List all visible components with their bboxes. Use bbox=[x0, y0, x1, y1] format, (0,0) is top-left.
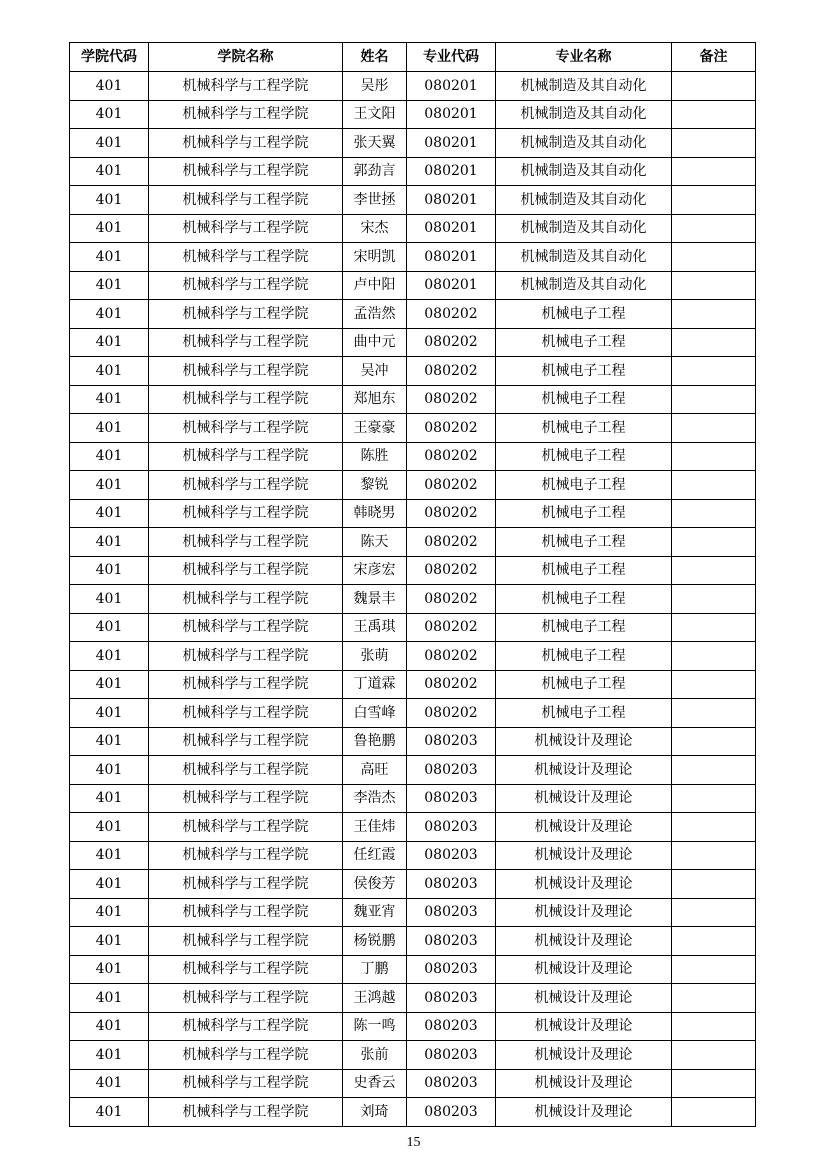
remarks-cell bbox=[672, 214, 756, 243]
major-name-cell: 机械设计及理论 bbox=[496, 1041, 672, 1070]
table-row bbox=[70, 328, 756, 357]
major-name-cell: 机械电子工程 bbox=[496, 585, 672, 614]
college-code-cell: 401 bbox=[70, 699, 149, 728]
college-code-cell: 401 bbox=[70, 642, 149, 671]
major-name-cell: 机械设计及理论 bbox=[496, 813, 672, 842]
table-row bbox=[70, 841, 756, 870]
remarks-cell bbox=[672, 300, 756, 329]
college-name-cell: 机械科学与工程学院 bbox=[149, 214, 343, 243]
college-code-cell: 401 bbox=[70, 841, 149, 870]
college-code-cell: 401 bbox=[70, 471, 149, 500]
college-name-cell: 机械科学与工程学院 bbox=[149, 414, 343, 443]
college-code-cell: 401 bbox=[70, 984, 149, 1013]
major-code-cell: 080202 bbox=[407, 642, 496, 671]
major-code-cell: 080202 bbox=[407, 528, 496, 557]
remarks-cell bbox=[672, 1098, 756, 1127]
remarks-cell bbox=[672, 528, 756, 557]
major-name-cell: 机械制造及其自动化 bbox=[496, 214, 672, 243]
major-code-cell: 080202 bbox=[407, 357, 496, 386]
major-code-cell: 080203 bbox=[407, 1098, 496, 1127]
table-row bbox=[70, 642, 756, 671]
major-name-cell: 机械制造及其自动化 bbox=[496, 129, 672, 158]
college-name-cell: 机械科学与工程学院 bbox=[149, 1012, 343, 1041]
student-name-cell: 陈一鸣 bbox=[343, 1012, 407, 1041]
table-row bbox=[70, 670, 756, 699]
remarks-cell bbox=[672, 585, 756, 614]
remarks-cell bbox=[672, 357, 756, 386]
remarks-cell bbox=[672, 414, 756, 443]
student-name-cell: 陈天 bbox=[343, 528, 407, 557]
major-code-cell: 080202 bbox=[407, 613, 496, 642]
college-name-cell: 机械科学与工程学院 bbox=[149, 243, 343, 272]
remarks-cell bbox=[672, 72, 756, 101]
remarks-cell bbox=[672, 955, 756, 984]
remarks-cell bbox=[672, 271, 756, 300]
college-name-cell: 机械科学与工程学院 bbox=[149, 72, 343, 101]
table-row bbox=[70, 214, 756, 243]
college-name-cell: 机械科学与工程学院 bbox=[149, 556, 343, 585]
major-name-cell: 机械电子工程 bbox=[496, 357, 672, 386]
college-name-cell: 机械科学与工程学院 bbox=[149, 1098, 343, 1127]
college-code-cell: 401 bbox=[70, 72, 149, 101]
college-code-cell: 401 bbox=[70, 784, 149, 813]
major-name-cell: 机械电子工程 bbox=[496, 642, 672, 671]
table-row bbox=[70, 984, 756, 1013]
table-row bbox=[70, 784, 756, 813]
major-name-cell: 机械设计及理论 bbox=[496, 955, 672, 984]
college-code-cell: 401 bbox=[70, 414, 149, 443]
table-row bbox=[70, 1012, 756, 1041]
college-name-cell: 机械科学与工程学院 bbox=[149, 1069, 343, 1098]
student-name-cell: 宋杰 bbox=[343, 214, 407, 243]
major-code-cell: 080202 bbox=[407, 442, 496, 471]
major-name-cell: 机械制造及其自动化 bbox=[496, 157, 672, 186]
college-code-cell: 401 bbox=[70, 528, 149, 557]
major-code-cell: 080201 bbox=[407, 214, 496, 243]
major-name-cell: 机械设计及理论 bbox=[496, 1069, 672, 1098]
student-name-cell: 魏亚宵 bbox=[343, 898, 407, 927]
student-name-cell: 宋彦宏 bbox=[343, 556, 407, 585]
college-name-cell: 机械科学与工程学院 bbox=[149, 499, 343, 528]
major-name-cell: 机械电子工程 bbox=[496, 471, 672, 500]
college-name-cell: 机械科学与工程学院 bbox=[149, 385, 343, 414]
table-row bbox=[70, 357, 756, 386]
major-code-cell: 080201 bbox=[407, 271, 496, 300]
student-name-cell: 曲中元 bbox=[343, 328, 407, 357]
college-name-cell: 机械科学与工程学院 bbox=[149, 927, 343, 956]
college-code-cell: 401 bbox=[70, 214, 149, 243]
major-name-cell: 机械设计及理论 bbox=[496, 898, 672, 927]
college-name-cell: 机械科学与工程学院 bbox=[149, 328, 343, 357]
student-name-cell: 史香云 bbox=[343, 1069, 407, 1098]
college-code-cell: 401 bbox=[70, 1098, 149, 1127]
college-name-cell: 机械科学与工程学院 bbox=[149, 756, 343, 785]
remarks-cell bbox=[672, 129, 756, 158]
college-code-cell: 401 bbox=[70, 385, 149, 414]
major-code-cell: 080203 bbox=[407, 1012, 496, 1041]
college-code-cell: 401 bbox=[70, 613, 149, 642]
remarks-cell bbox=[672, 556, 756, 585]
remarks-cell bbox=[672, 642, 756, 671]
major-code-cell: 080203 bbox=[407, 1069, 496, 1098]
student-name-cell: 吴彤 bbox=[343, 72, 407, 101]
remarks-cell bbox=[672, 613, 756, 642]
major-name-cell: 机械设计及理论 bbox=[496, 727, 672, 756]
major-code-cell: 080202 bbox=[407, 670, 496, 699]
student-name-cell: 任红霞 bbox=[343, 841, 407, 870]
college-code-cell: 401 bbox=[70, 129, 149, 158]
major-code-cell: 080203 bbox=[407, 813, 496, 842]
college-name-cell: 机械科学与工程学院 bbox=[149, 442, 343, 471]
major-code-cell: 080203 bbox=[407, 984, 496, 1013]
student-name-cell: 王鸿越 bbox=[343, 984, 407, 1013]
header-college-name: 学院名称 bbox=[149, 43, 343, 72]
major-name-cell: 机械电子工程 bbox=[496, 328, 672, 357]
student-name-cell: 黎锐 bbox=[343, 471, 407, 500]
major-code-cell: 080203 bbox=[407, 898, 496, 927]
college-code-cell: 401 bbox=[70, 955, 149, 984]
student-name-cell: 吴冲 bbox=[343, 357, 407, 386]
major-name-cell: 机械电子工程 bbox=[496, 556, 672, 585]
college-name-cell: 机械科学与工程学院 bbox=[149, 186, 343, 215]
major-name-cell: 机械设计及理论 bbox=[496, 1012, 672, 1041]
student-name-cell: 郑旭东 bbox=[343, 385, 407, 414]
major-name-cell: 机械电子工程 bbox=[496, 699, 672, 728]
remarks-cell bbox=[672, 1041, 756, 1070]
student-name-cell: 鲁艳鹏 bbox=[343, 727, 407, 756]
major-name-cell: 机械设计及理论 bbox=[496, 1098, 672, 1127]
college-name-cell: 机械科学与工程学院 bbox=[149, 727, 343, 756]
remarks-cell bbox=[672, 243, 756, 272]
table-row bbox=[70, 1069, 756, 1098]
table-row bbox=[70, 385, 756, 414]
table-row bbox=[70, 699, 756, 728]
header-student-name: 姓名 bbox=[343, 43, 407, 72]
major-name-cell: 机械设计及理论 bbox=[496, 784, 672, 813]
remarks-cell bbox=[672, 100, 756, 129]
college-code-cell: 401 bbox=[70, 870, 149, 899]
major-code-cell: 080203 bbox=[407, 784, 496, 813]
major-code-cell: 080202 bbox=[407, 471, 496, 500]
major-code-cell: 080201 bbox=[407, 129, 496, 158]
major-code-cell: 080202 bbox=[407, 385, 496, 414]
table-row bbox=[70, 157, 756, 186]
college-name-cell: 机械科学与工程学院 bbox=[149, 100, 343, 129]
student-name-cell: 王禹琪 bbox=[343, 613, 407, 642]
student-name-cell: 韩晓男 bbox=[343, 499, 407, 528]
college-name-cell: 机械科学与工程学院 bbox=[149, 528, 343, 557]
college-code-cell: 401 bbox=[70, 1012, 149, 1041]
major-code-cell: 080202 bbox=[407, 585, 496, 614]
page-number: 15 bbox=[406, 1135, 421, 1150]
major-name-cell: 机械电子工程 bbox=[496, 385, 672, 414]
table-row bbox=[70, 499, 756, 528]
college-name-cell: 机械科学与工程学院 bbox=[149, 471, 343, 500]
major-code-cell: 080201 bbox=[407, 100, 496, 129]
student-name-cell: 高旺 bbox=[343, 756, 407, 785]
table-row bbox=[70, 129, 756, 158]
remarks-cell bbox=[672, 1012, 756, 1041]
table-row bbox=[70, 271, 756, 300]
college-name-cell: 机械科学与工程学院 bbox=[149, 984, 343, 1013]
major-code-cell: 080203 bbox=[407, 727, 496, 756]
student-name-cell: 魏景丰 bbox=[343, 585, 407, 614]
major-code-cell: 080203 bbox=[407, 870, 496, 899]
table-row bbox=[70, 613, 756, 642]
table-row bbox=[70, 471, 756, 500]
major-name-cell: 机械制造及其自动化 bbox=[496, 72, 672, 101]
student-name-cell: 王佳炜 bbox=[343, 813, 407, 842]
major-name-cell: 机械设计及理论 bbox=[496, 927, 672, 956]
table-row bbox=[70, 300, 756, 329]
header-remarks: 备注 bbox=[672, 43, 756, 72]
table-row bbox=[70, 870, 756, 899]
college-name-cell: 机械科学与工程学院 bbox=[149, 1041, 343, 1070]
remarks-cell bbox=[672, 784, 756, 813]
college-code-cell: 401 bbox=[70, 727, 149, 756]
major-code-cell: 080202 bbox=[407, 328, 496, 357]
table-row bbox=[70, 898, 756, 927]
major-code-cell: 080202 bbox=[407, 556, 496, 585]
college-name-cell: 机械科学与工程学院 bbox=[149, 670, 343, 699]
remarks-cell bbox=[672, 727, 756, 756]
table-row bbox=[70, 100, 756, 129]
remarks-cell bbox=[672, 841, 756, 870]
major-name-cell: 机械制造及其自动化 bbox=[496, 100, 672, 129]
remarks-cell bbox=[672, 385, 756, 414]
major-name-cell: 机械电子工程 bbox=[496, 300, 672, 329]
table-row bbox=[70, 186, 756, 215]
student-name-cell: 张前 bbox=[343, 1041, 407, 1070]
college-code-cell: 401 bbox=[70, 1041, 149, 1070]
college-name-cell: 机械科学与工程学院 bbox=[149, 129, 343, 158]
college-name-cell: 机械科学与工程学院 bbox=[149, 784, 343, 813]
major-code-cell: 080203 bbox=[407, 927, 496, 956]
college-name-cell: 机械科学与工程学院 bbox=[149, 955, 343, 984]
major-code-cell: 080202 bbox=[407, 300, 496, 329]
college-name-cell: 机械科学与工程学院 bbox=[149, 813, 343, 842]
remarks-cell bbox=[672, 898, 756, 927]
major-name-cell: 机械电子工程 bbox=[496, 670, 672, 699]
college-name-cell: 机械科学与工程学院 bbox=[149, 357, 343, 386]
college-code-cell: 401 bbox=[70, 100, 149, 129]
header-college-code: 学院代码 bbox=[70, 43, 149, 72]
remarks-cell bbox=[672, 927, 756, 956]
remarks-cell bbox=[672, 186, 756, 215]
remarks-cell bbox=[672, 442, 756, 471]
major-code-cell: 080203 bbox=[407, 955, 496, 984]
table-row bbox=[70, 927, 756, 956]
header-row bbox=[70, 43, 756, 72]
college-name-cell: 机械科学与工程学院 bbox=[149, 841, 343, 870]
college-code-cell: 401 bbox=[70, 556, 149, 585]
student-name-cell: 孟浩然 bbox=[343, 300, 407, 329]
table-row bbox=[70, 528, 756, 557]
major-code-cell: 080201 bbox=[407, 186, 496, 215]
college-name-cell: 机械科学与工程学院 bbox=[149, 870, 343, 899]
major-name-cell: 机械电子工程 bbox=[496, 613, 672, 642]
table-row bbox=[70, 585, 756, 614]
remarks-cell bbox=[672, 1069, 756, 1098]
college-name-cell: 机械科学与工程学院 bbox=[149, 613, 343, 642]
table-row bbox=[70, 556, 756, 585]
major-name-cell: 机械设计及理论 bbox=[496, 870, 672, 899]
college-name-cell: 机械科学与工程学院 bbox=[149, 157, 343, 186]
student-name-cell: 张天翼 bbox=[343, 129, 407, 158]
major-code-cell: 080201 bbox=[407, 243, 496, 272]
major-name-cell: 机械制造及其自动化 bbox=[496, 271, 672, 300]
table-row bbox=[70, 414, 756, 443]
student-name-cell: 杨锐鹏 bbox=[343, 927, 407, 956]
major-name-cell: 机械设计及理论 bbox=[496, 841, 672, 870]
student-name-cell: 陈胜 bbox=[343, 442, 407, 471]
major-name-cell: 机械设计及理论 bbox=[496, 756, 672, 785]
college-name-cell: 机械科学与工程学院 bbox=[149, 699, 343, 728]
college-code-cell: 401 bbox=[70, 927, 149, 956]
table-row bbox=[70, 727, 756, 756]
remarks-cell bbox=[672, 471, 756, 500]
remarks-cell bbox=[672, 670, 756, 699]
college-code-cell: 401 bbox=[70, 300, 149, 329]
student-name-cell: 宋明凯 bbox=[343, 243, 407, 272]
college-code-cell: 401 bbox=[70, 186, 149, 215]
student-name-cell: 卢中阳 bbox=[343, 271, 407, 300]
college-name-cell: 机械科学与工程学院 bbox=[149, 585, 343, 614]
college-code-cell: 401 bbox=[70, 243, 149, 272]
student-list-table bbox=[69, 42, 756, 1127]
student-name-cell: 王豪豪 bbox=[343, 414, 407, 443]
college-code-cell: 401 bbox=[70, 756, 149, 785]
remarks-cell bbox=[672, 699, 756, 728]
college-name-cell: 机械科学与工程学院 bbox=[149, 898, 343, 927]
remarks-cell bbox=[672, 328, 756, 357]
student-name-cell: 王文阳 bbox=[343, 100, 407, 129]
college-name-cell: 机械科学与工程学院 bbox=[149, 271, 343, 300]
college-name-cell: 机械科学与工程学院 bbox=[149, 642, 343, 671]
remarks-cell bbox=[672, 157, 756, 186]
remarks-cell bbox=[672, 499, 756, 528]
college-name-cell: 机械科学与工程学院 bbox=[149, 300, 343, 329]
table-row bbox=[70, 756, 756, 785]
major-code-cell: 080203 bbox=[407, 756, 496, 785]
major-code-cell: 080201 bbox=[407, 72, 496, 101]
remarks-cell bbox=[672, 813, 756, 842]
college-code-cell: 401 bbox=[70, 670, 149, 699]
student-name-cell: 刘琦 bbox=[343, 1098, 407, 1127]
student-name-cell: 李世拯 bbox=[343, 186, 407, 215]
major-code-cell: 080202 bbox=[407, 499, 496, 528]
major-name-cell: 机械制造及其自动化 bbox=[496, 243, 672, 272]
college-code-cell: 401 bbox=[70, 328, 149, 357]
major-name-cell: 机械电子工程 bbox=[496, 442, 672, 471]
college-code-cell: 401 bbox=[70, 813, 149, 842]
major-name-cell: 机械电子工程 bbox=[496, 499, 672, 528]
major-code-cell: 080203 bbox=[407, 1041, 496, 1070]
college-code-cell: 401 bbox=[70, 499, 149, 528]
table-row bbox=[70, 442, 756, 471]
table-row bbox=[70, 1098, 756, 1127]
student-name-cell: 丁道霖 bbox=[343, 670, 407, 699]
college-code-cell: 401 bbox=[70, 898, 149, 927]
remarks-cell bbox=[672, 756, 756, 785]
major-code-cell: 080202 bbox=[407, 699, 496, 728]
major-code-cell: 080202 bbox=[407, 414, 496, 443]
table-row bbox=[70, 1041, 756, 1070]
student-name-cell: 白雪峰 bbox=[343, 699, 407, 728]
major-code-cell: 080201 bbox=[407, 157, 496, 186]
college-code-cell: 401 bbox=[70, 357, 149, 386]
college-code-cell: 401 bbox=[70, 442, 149, 471]
student-name-cell: 丁鹏 bbox=[343, 955, 407, 984]
table-row bbox=[70, 955, 756, 984]
college-code-cell: 401 bbox=[70, 271, 149, 300]
major-name-cell: 机械设计及理论 bbox=[496, 984, 672, 1013]
major-code-cell: 080203 bbox=[407, 841, 496, 870]
college-code-cell: 401 bbox=[70, 585, 149, 614]
college-code-cell: 401 bbox=[70, 1069, 149, 1098]
header-major-name: 专业名称 bbox=[496, 43, 672, 72]
major-name-cell: 机械电子工程 bbox=[496, 414, 672, 443]
major-name-cell: 机械制造及其自动化 bbox=[496, 186, 672, 215]
college-code-cell: 401 bbox=[70, 157, 149, 186]
student-name-cell: 李浩杰 bbox=[343, 784, 407, 813]
student-name-cell: 侯俊芳 bbox=[343, 870, 407, 899]
student-name-cell: 郭劲言 bbox=[343, 157, 407, 186]
table-row bbox=[70, 813, 756, 842]
header-major-code: 专业代码 bbox=[407, 43, 496, 72]
remarks-cell bbox=[672, 984, 756, 1013]
table-row bbox=[70, 243, 756, 272]
major-name-cell: 机械电子工程 bbox=[496, 528, 672, 557]
student-name-cell: 张萌 bbox=[343, 642, 407, 671]
remarks-cell bbox=[672, 870, 756, 899]
table-row bbox=[70, 72, 756, 101]
